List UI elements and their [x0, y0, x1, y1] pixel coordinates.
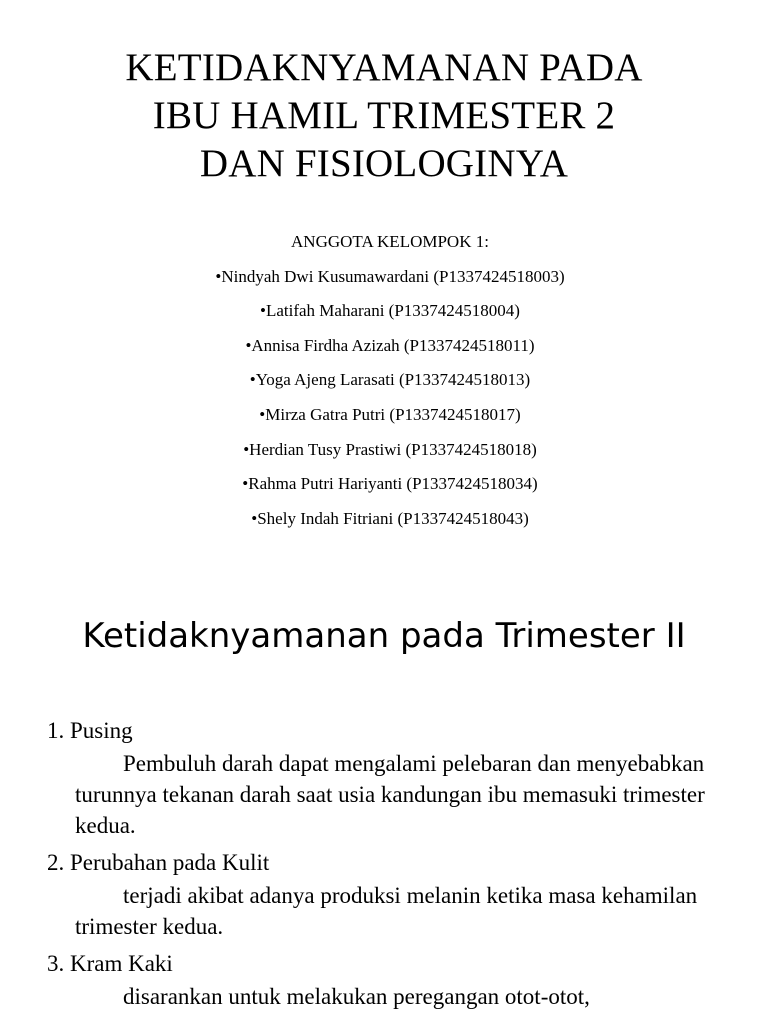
members-list [0, 230, 768, 541]
slide-title: Ketidaknyamanan pada Trimester II [82, 616, 686, 656]
slide-title [0, 44, 768, 188]
list-item [47, 715, 757, 841]
item-heading: 2. Perubahan pada Kulit [47, 850, 270, 875]
item-description: disarankan untuk melakukan peregangan otot-otot, [123, 984, 590, 1009]
member-item: •Shely Indah Fitriani (P1337424518043) [251, 508, 529, 528]
content-slide [0, 560, 768, 1024]
members-heading: ANGGOTA KELOMPOK 1: [291, 232, 489, 251]
item-heading: 1. Pusing [47, 718, 133, 743]
member-item: •Latifah Maharani (P1337424518004) [260, 301, 520, 321]
item-description: terjadi akibat adanya produksi melanin ketika masa kehamilan trimester kedua. [75, 883, 698, 939]
member-item: •Nindyah Dwi Kusumawardani (P1337424518003) [215, 266, 565, 286]
member-item: •Rahma Putri Hariyanti (P1337424518034) [242, 474, 538, 494]
list-item [47, 847, 757, 942]
member-item: •Mirza Gatra Putri (P1337424518017) [259, 404, 521, 424]
member-item: •Annisa Firdha Azizah (P1337424518011) [245, 335, 535, 355]
list-item [47, 948, 757, 1012]
item-description: Pembuluh darah dapat mengalami pelebaran dan menyebabkan turunnya tekanan darah saat usia kandungan ibu memasuki trimester kedua. [75, 751, 705, 838]
member-item: •Yoga Ajeng Larasati (P1337424518013) [249, 370, 531, 390]
title-line: KETIDAKNYAMANAN PADA [125, 46, 643, 89]
title-line: DAN FISIOLOGINYA [199, 142, 569, 185]
item-heading: 3. Kram Kaki [47, 951, 173, 976]
slide-body [47, 715, 757, 1018]
title-line: IBU HAMIL TRIMESTER 2 [152, 94, 616, 137]
member-item: •Herdian Tusy Prastiwi (P1337424518018) [243, 439, 537, 459]
